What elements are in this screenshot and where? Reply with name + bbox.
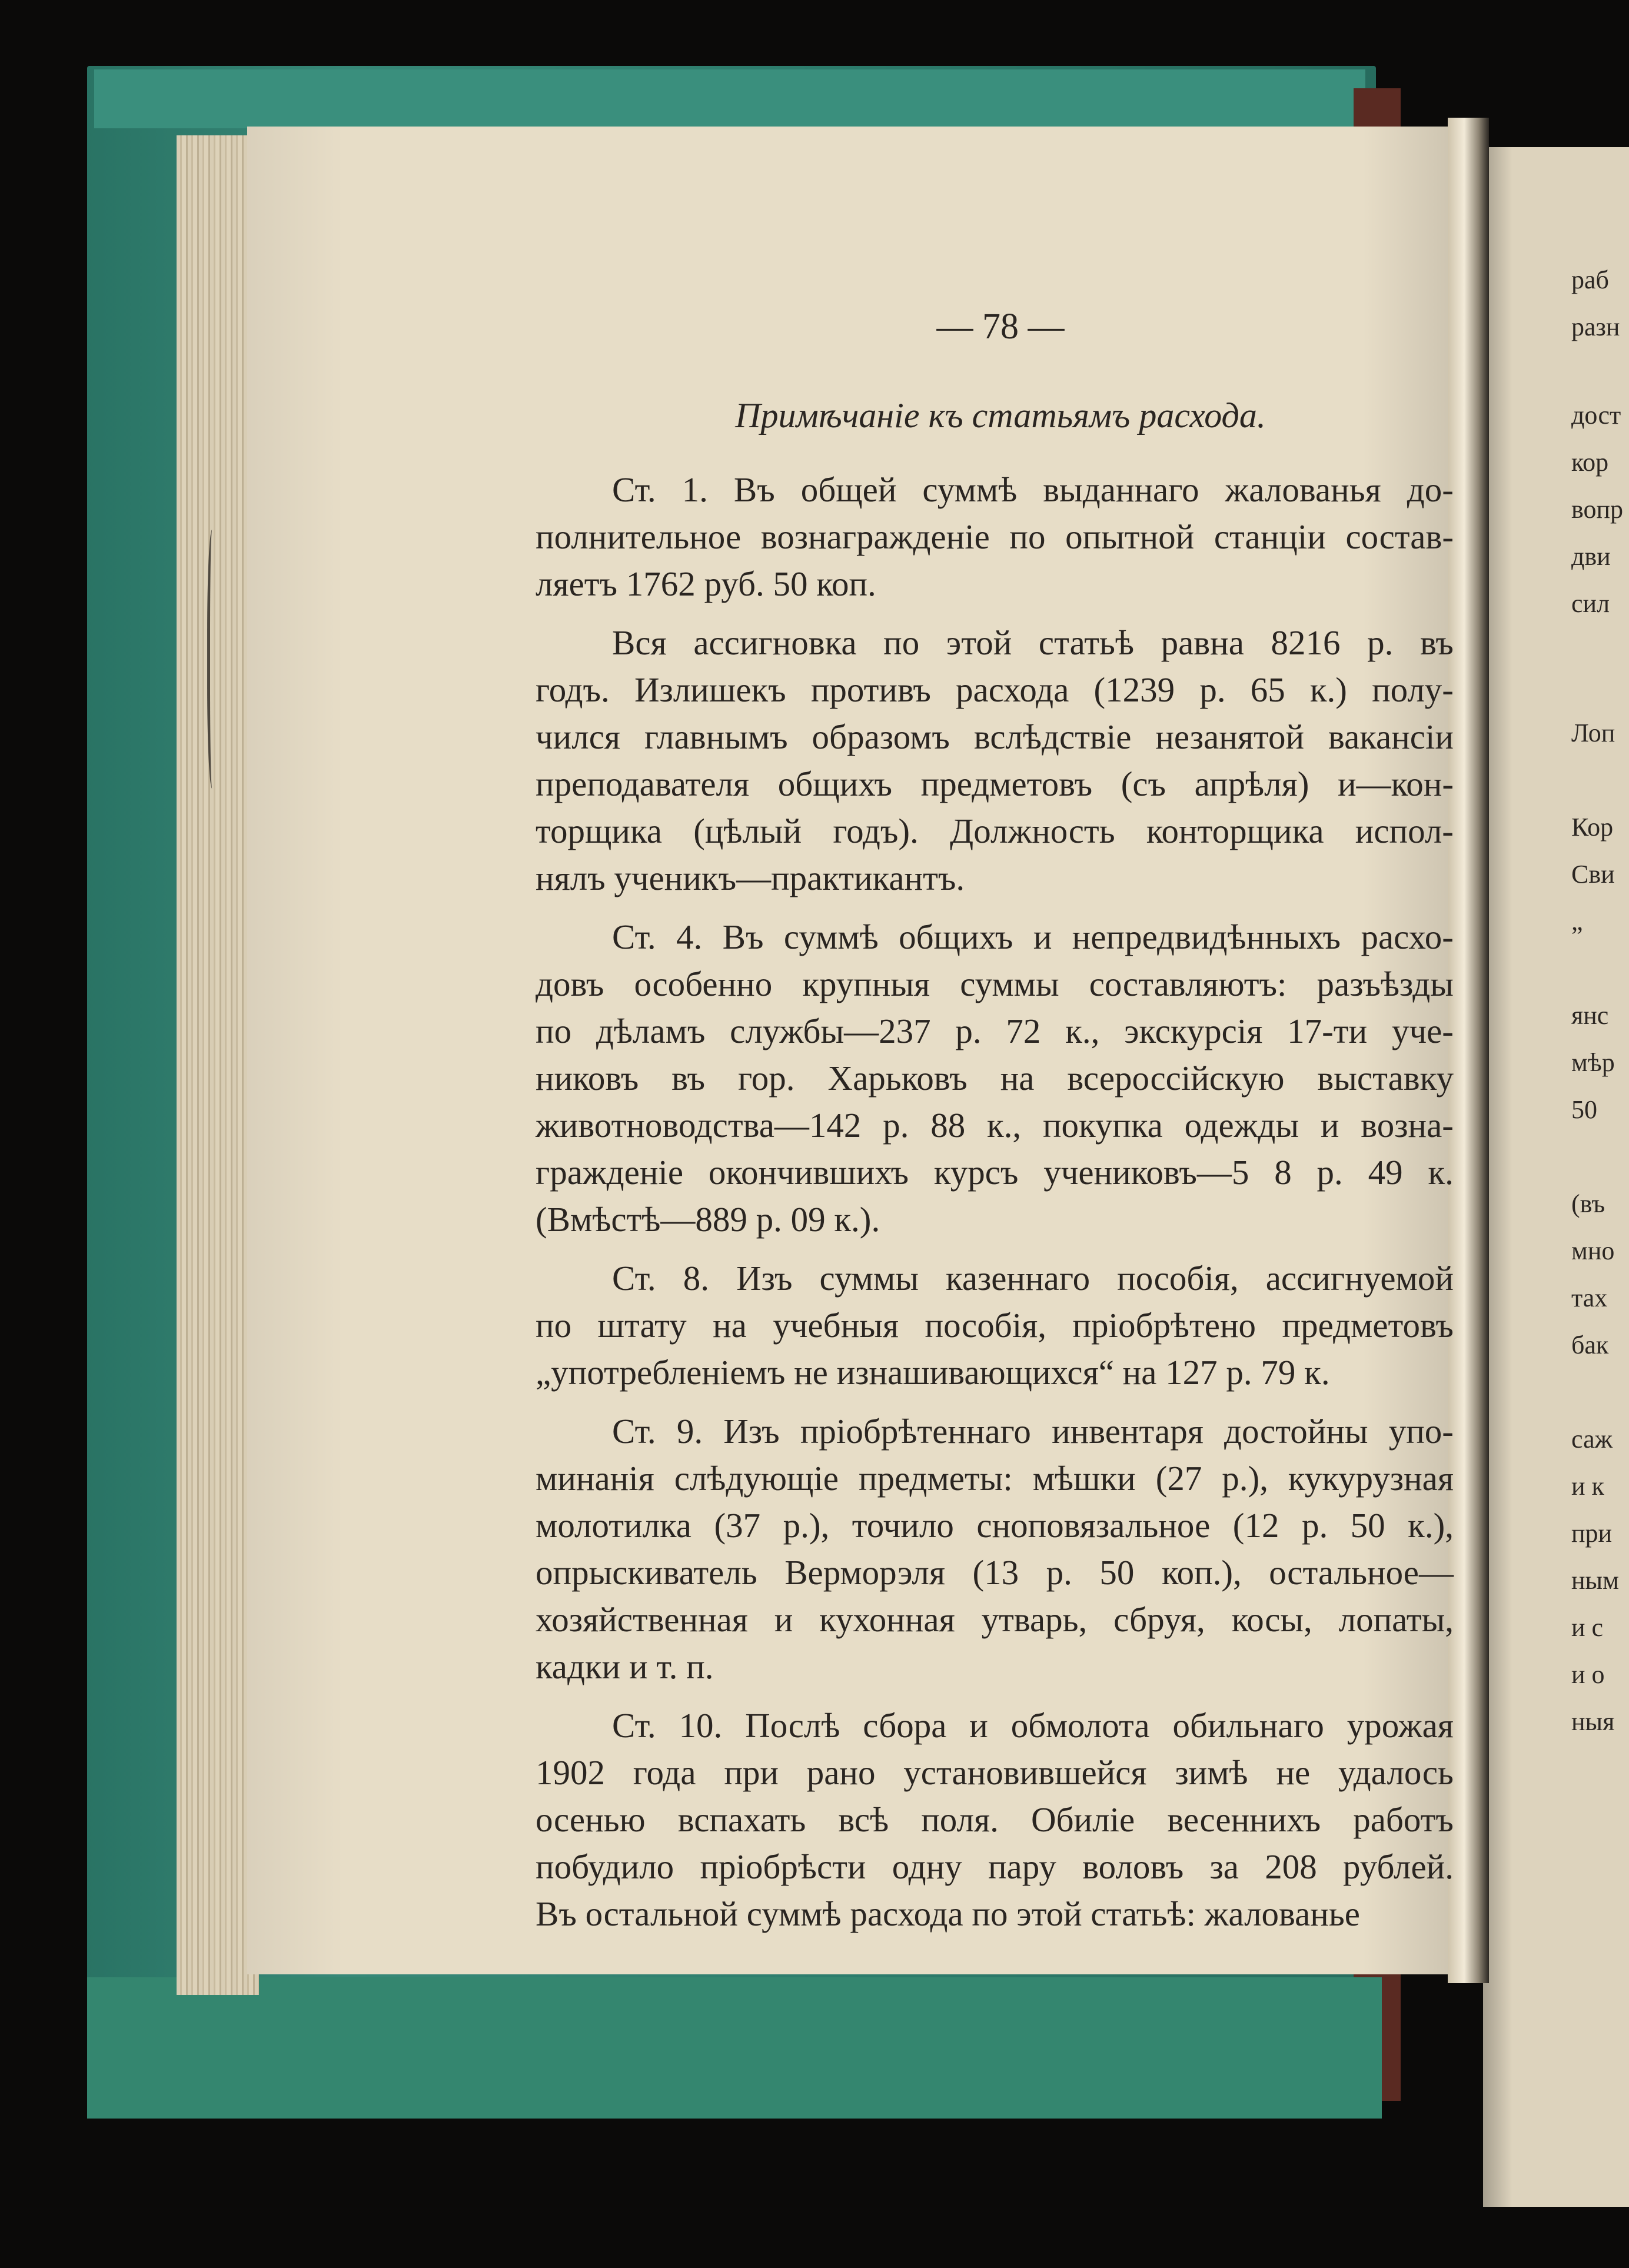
facing-page-fragment: кор — [1571, 448, 1609, 477]
text-line: чился главнымъ образомъ вслѣдствіе незанятой вакансіи — [536, 717, 1454, 756]
body-text — [536, 466, 1454, 1937]
text-line: осенью вспахать всѣ поля. Обиліе весеннихъ работъ — [536, 1800, 1454, 1839]
facing-page-fragment: вопр — [1571, 495, 1624, 524]
facing-page-fragment: Сви — [1571, 860, 1615, 889]
facing-page-fragment: дост — [1571, 401, 1621, 430]
facing-page-fragment: мѣр — [1571, 1048, 1615, 1077]
text-line: Ст. 9. Изъ пріобрѣтеннаго инвентаря достойны упо- — [612, 1412, 1454, 1451]
facing-page-fragment: тах — [1571, 1283, 1608, 1312]
text-line: молотилка (37 р.), точило сноповязальное (12 р. 50 к.), — [536, 1506, 1454, 1545]
facing-page-fragment: мно — [1571, 1236, 1615, 1265]
facing-page-fragment: (въ — [1571, 1189, 1605, 1218]
text-line: Ст. 10. Послѣ сбора и обмолота обильнаго урожая — [612, 1706, 1454, 1745]
facing-page-fragment: „ — [1571, 907, 1583, 936]
text-line: нялъ ученикъ—практикантъ. — [536, 859, 965, 897]
facing-page-fragment: Кор — [1571, 813, 1614, 842]
text-line: торщика (цѣлый годъ). Должность конторщика испол- — [536, 812, 1454, 850]
text-line: (Вмѣстѣ—889 р. 09 к.). — [536, 1200, 880, 1239]
text-line: никовъ въ гор. Харьковъ на всероссійскую выставку — [536, 1059, 1454, 1098]
text-line: гражденіе окончившихъ курсъ учениковъ—5 8 р. 49 к. — [536, 1153, 1454, 1192]
page-number: — 78 — — [936, 307, 1065, 347]
text-line: минанія слѣдующіе предметы: мѣшки (27 р.), кукурузная — [536, 1459, 1454, 1498]
facing-page-fragment: янс — [1571, 1001, 1609, 1030]
facing-page-fragment: саж — [1571, 1425, 1613, 1454]
text-line: по штату на учебныя пособія, пріобрѣтено предметовъ — [536, 1306, 1454, 1345]
facing-page-fragment: дви — [1571, 542, 1611, 571]
facing-page-fragment: раб — [1571, 265, 1609, 294]
facing-page-fragment: и с — [1571, 1613, 1604, 1642]
facing-page-fragment: сил — [1571, 589, 1610, 618]
text-line: „употребленіемъ не изнашивающихся“ на 127 р. 79 к. — [536, 1353, 1330, 1392]
text-line: Ст. 4. Въ суммѣ общихъ и непредвидѣнныхъ расхо- — [612, 917, 1454, 956]
facing-page-fragment: бак — [1571, 1331, 1609, 1359]
text-line: преподавателя общихъ предметовъ (съ апрѣля) и—кон- — [536, 764, 1454, 803]
section-heading: Примѣчаніе къ статьямъ расхода. — [735, 396, 1266, 435]
text-line: годъ. Излишекъ противъ расхода (1239 р. 65 к.) полу- — [536, 670, 1454, 709]
text-line: побудило пріобрѣсти одну пару воловъ за 208 рублей. — [536, 1847, 1454, 1886]
facing-page-fragment: ным — [1571, 1566, 1619, 1595]
text-line: опрыскиватель Верморэля (13 р. 50 коп.), остальное— — [536, 1553, 1454, 1592]
text-line: ляетъ 1762 руб. 50 коп. — [536, 564, 876, 603]
facing-page-fragment: Лоп — [1571, 719, 1615, 747]
text-line: животноводства—142 р. 88 к., покупка одежды и возна- — [536, 1106, 1454, 1145]
facing-page-fragment: и к — [1571, 1472, 1604, 1501]
text-line: 1902 года при рано установившейся зимѣ не удалось — [536, 1753, 1454, 1792]
text-line: кадки и т. п. — [536, 1647, 714, 1686]
facing-page-fragment: 50 — [1571, 1095, 1597, 1124]
text-line: довъ особенно крупныя суммы составляютъ: разъѣзды — [536, 965, 1454, 1003]
text-line: Вся ассигновка по этой статьѣ равна 8216 р. въ — [612, 623, 1454, 662]
facing-page-fragment: при — [1571, 1519, 1613, 1548]
text-line: Ст. 1. Въ общей суммѣ выданнаго жалованья до- — [612, 470, 1454, 509]
text-line: по дѣламъ службы—237 р. 72 к., экскурсія 17-ти уче- — [536, 1012, 1454, 1050]
text-line: полнительное вознагражденіе по опытной станціи состав- — [536, 517, 1454, 556]
text-line: Ст. 8. Изъ суммы казеннаго пособія, ассигнуемой — [612, 1259, 1454, 1298]
facing-page-fragment: разн — [1571, 312, 1620, 341]
facing-page-fragment: и о — [1571, 1660, 1605, 1689]
text-line: Въ остальной суммѣ расхода по этой статьѣ: жалованье — [536, 1894, 1360, 1933]
text-line: хозяйственная и кухонная утварь, сбруя, косы, лопаты, — [536, 1600, 1454, 1639]
facing-page-fragment: ныя — [1571, 1707, 1615, 1736]
